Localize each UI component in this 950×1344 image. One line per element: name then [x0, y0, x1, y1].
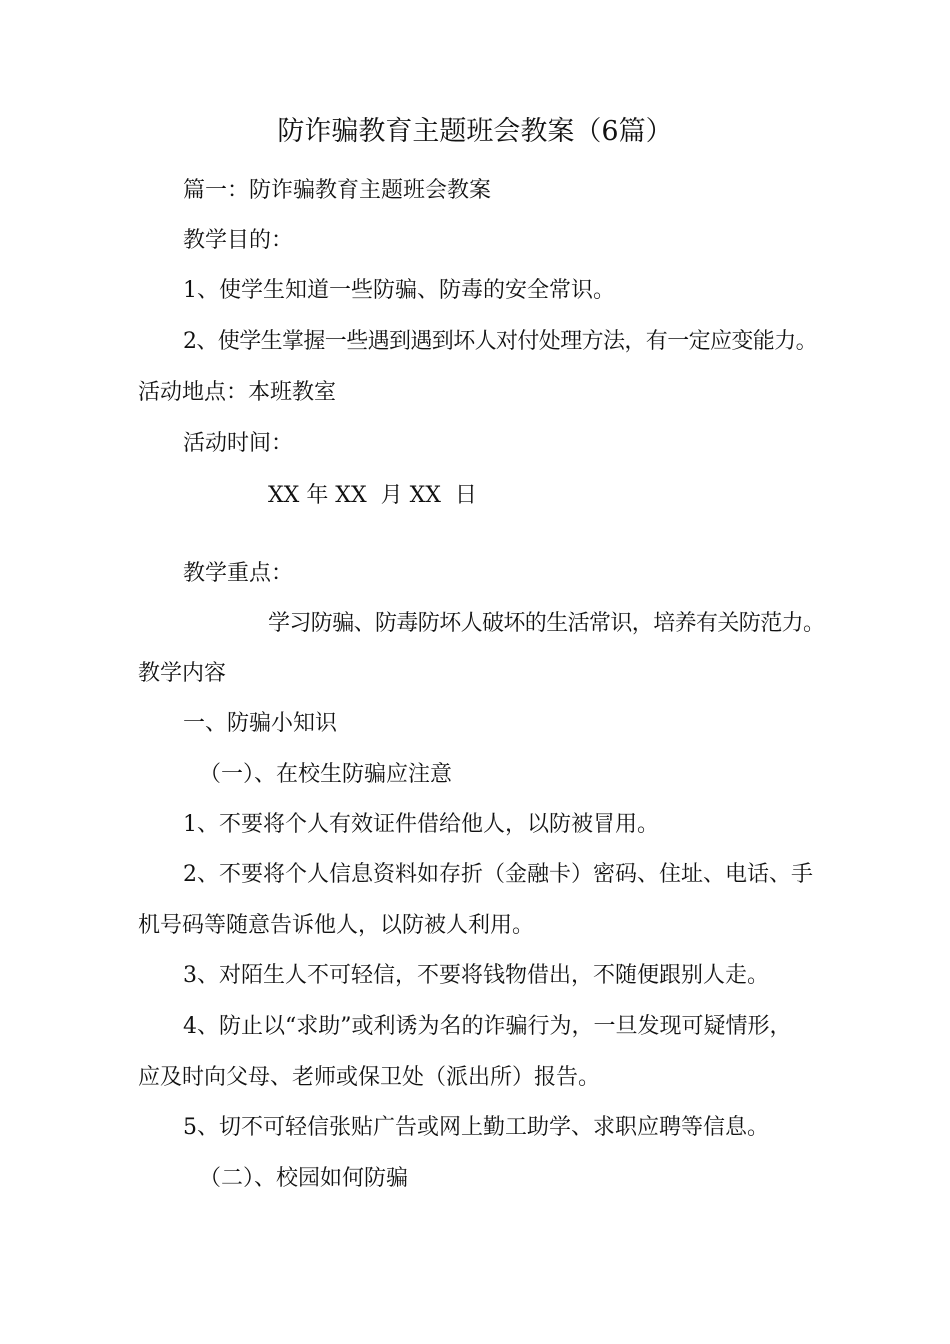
subsection-heading: （二）、校园如何防骗 — [199, 1166, 409, 1191]
list-item: 4、防止以“求助”或利诱为名的诈骗行为，一旦发现可疑情形， — [183, 1014, 792, 1039]
list-item: 1、不要将个人有效证件借给他人，以防被冒用。 — [183, 812, 659, 837]
paragraph: 1、使学生知道一些防骗、防毒的安全常识。 — [183, 278, 615, 303]
list-item-continuation: 机号码等随意告诉他人，以防被人利用。 — [138, 913, 535, 938]
list-item: 2、不要将个人信息资料如存折（金融卡）密码、住址、电话、手 — [183, 862, 813, 887]
paragraph: 活动地点：本班教室 — [138, 380, 337, 405]
section-heading: 篇一：防诈骗教育主题班会教案 — [183, 178, 492, 203]
paragraph: 活动时间： — [183, 431, 294, 456]
paragraph: 教学重点： — [183, 561, 294, 586]
section-heading: 一、防骗小知识 — [183, 711, 338, 736]
list-item-continuation: 应及时向父母、老师或保卫处（派出所）报告。 — [138, 1065, 601, 1090]
list-item: 3、对陌生人不可轻信，不要将钱物借出，不随便跟别人走。 — [183, 963, 769, 988]
date-line: XX 年 XX 月 XX 日 — [268, 483, 477, 508]
subsection-heading: （一）、在校生防骗应注意 — [199, 762, 453, 787]
list-item: 5、切不可轻信张贴广告或网上勤工助学、求职应聘等信息。 — [183, 1115, 769, 1140]
paragraph: 教学目的： — [183, 228, 294, 253]
paragraph: 2、使学生掌握一些遇到遇到坏人对付处理方法，有一定应变能力。 — [183, 329, 817, 354]
document-title: 防诈骗教育主题班会教案（6篇） — [277, 116, 673, 147]
paragraph: 学习防骗、防毒防坏人破坏的生活常识，培养有关防范力。 — [268, 611, 825, 636]
section-heading: 教学内容 — [138, 661, 227, 686]
